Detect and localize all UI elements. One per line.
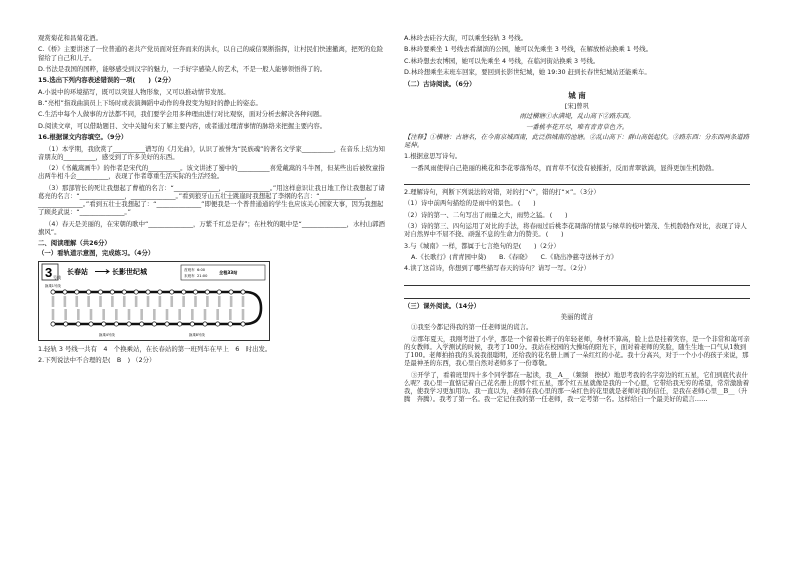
- station-name-mark: [140, 309, 143, 320]
- question-16-item: （2）《书戴嵩画牛》的作者是宋代的__________。该文讲述了蜀中的__________喜爱戴嵩的斗牛图，但某些出后被牧童指出两牛相斗会__________，表现了作者尊重生活实际的生活经验。: [38, 164, 385, 181]
- station-name-mark: [99, 296, 102, 307]
- station-name-mark: [206, 296, 209, 307]
- left-column: [38, 34, 386, 368]
- passage-title: 美丽的谎言: [560, 312, 594, 321]
- station-name-mark: [102, 309, 105, 320]
- poem-question: 4.读了这首诗，你想到了哪些描写春天的诗句？请写一写。（2分）: [404, 264, 590, 273]
- station-name-mark: [191, 309, 194, 320]
- station-name-mark: [166, 309, 169, 320]
- question-15-option: B.“亮相”指戏曲演员上下场时或表演舞蹈中动作的身段变为短时的静止的姿态。: [38, 99, 262, 108]
- text-line: D.书法是我国的国粹，能够感受到汉字的魅力，一手好字感染人的艺术，不是一般人能够领悟得了的。: [38, 64, 327, 73]
- judge-item: [404, 211, 750, 219]
- station-name-mark: [242, 296, 245, 307]
- station-dot: [170, 290, 174, 294]
- line-number: 3: [45, 264, 53, 280]
- question-15-option: D.阅读文章，可以借助题目、文中关键句来了解主要内容，或者通过理清事情的脉络来把握主要内容。: [38, 121, 327, 130]
- station-dot: [51, 322, 55, 326]
- station-name-mark: [90, 309, 93, 320]
- poem-options: A.《长歌行》(青青园中葵) B.《春晓》 C.《晓出净慈寺送林子方》: [411, 253, 618, 262]
- station-name-mark: [216, 309, 219, 320]
- answer-paren[interactable]: ( ): [545, 230, 564, 239]
- first-train-label: 首班车: [184, 267, 195, 272]
- route-origin: 长春站: [67, 267, 88, 276]
- station-name-mark: [135, 296, 138, 307]
- station-name-mark: [159, 296, 162, 307]
- station-dot: [228, 322, 232, 326]
- station-dot: [165, 322, 169, 326]
- station-dot: [182, 290, 186, 294]
- station-dot: [217, 290, 221, 294]
- station-dot: [178, 322, 182, 326]
- station-dot: [75, 290, 79, 294]
- station-dot: [76, 322, 80, 326]
- text-line: 观赏菊花和昌菊花酒。: [38, 34, 102, 42]
- subsection-heading: （一）看轨道示意图，完成练习。（4分）: [38, 249, 155, 258]
- map-question-1: 1.轻轨 3 号线一共有 4 个换乘站，在长春站的第一班列车在早上 6 时出发。: [38, 344, 272, 353]
- route-arrow-icon: [95, 269, 109, 273]
- station-dot: [102, 322, 106, 326]
- station-name-mark: [204, 309, 207, 320]
- poem-question: 1.根据意思写诗句。: [404, 152, 462, 161]
- station-dot: [122, 290, 126, 294]
- first-train-time: 6:00: [197, 267, 206, 272]
- judge-item: [404, 199, 750, 207]
- transfer-label: 换乘4号线: [99, 332, 115, 337]
- station-name-mark: [52, 309, 55, 320]
- question-15-option: A.小说中的环境描写，既可以突显人物形象，又可以推动情节发展。: [38, 87, 230, 96]
- station-name-mark: [147, 296, 150, 307]
- question-16-item: （1）本学期，我欣赏了__________谱写的《月光曲》，认识了被誉为“民族魂”的著名文学家__________，在音乐上结为知音朋友的__________，感受到了许多美好的东西。: [38, 144, 385, 161]
- question-16-item: （3）那部管长的死让我想起了曹植的名言：“______________，______________。”用这样意识让我日地工作让我想起了诸葛亮的名言：“______________，______________。”看到狼牙山五壮士跳崖时我想起了李纲的名言：“______________，______________。”看到五壮士我想起了：“______________”即便我是一个普普通通的学生也应该关心国家大事，因为我想起了顾炎武说：“______________。”: [38, 183, 385, 217]
- metro-line-diagram: [39, 262, 269, 340]
- station-name-mark: [178, 309, 181, 320]
- station-dot: [205, 290, 209, 294]
- station-dot: [241, 322, 245, 326]
- answer-paren[interactable]: ( ): [549, 210, 568, 219]
- poem-author: [宋]曾巩: [564, 102, 590, 111]
- passage-paragraph: ③开学了，看着班里四十多个同学都在一起读，我__A__（频频 擦拭）地思考我的名字旁边的红五星，它们到底代表什么呢？我心里一直惦记着自己花名册上的那个红五星，那个红五星就像是我的一个心愿，它带给我无穷的希望，常常激励着我，使我学习更加用功。我一直以为，老师在我心里的那一朵红色的花里就是老师对我的信任，是我在老师心里__B__（升腾 奔腾）。我考了第一名。我一定记住我的第一任老师，我一定考第一名。这样给自一个最美好的谎言……: [404, 370, 750, 404]
- station-name-mark: [52, 296, 55, 307]
- total-stations: 全程33站: [219, 269, 238, 275]
- question-16-stem: 16.根据课文内容填空。（9分）: [38, 133, 128, 142]
- station-dot: [63, 290, 67, 294]
- station-name-mark: [194, 296, 197, 307]
- poem-line: 雨过横塘①水满堤，乱山高下②路东西。: [519, 112, 635, 121]
- station-dot: [241, 290, 245, 294]
- station-name-mark: [170, 296, 173, 307]
- option-line: D.林玲想乘坐末班车回家，要回到长影世纪城，她 19:30 赶到长春世纪城站还能乘车。: [404, 68, 651, 77]
- station-name-mark: [87, 296, 90, 307]
- station-dot: [140, 322, 144, 326]
- station-name-mark: [182, 296, 185, 307]
- judge-text: （2）诗的第一、二句写出了雨量之大，雨势之猛。: [404, 210, 549, 219]
- line-label: 号线: [53, 274, 61, 280]
- metro-line-map: [38, 261, 270, 341]
- extra-reading-heading: （三）课外阅读。（14分）: [404, 301, 480, 310]
- station-dot: [98, 290, 102, 294]
- station-dot: [87, 290, 91, 294]
- station-dot: [229, 290, 233, 294]
- option-line: B.林玲要乘坐 1 号线去看湖滨的公园，她可以先乘坐 3 号线，在解放桥站换乘 1 号线。: [404, 45, 653, 54]
- station-name-mark: [230, 296, 233, 307]
- station-name-mark: [115, 309, 118, 320]
- poem-question-text: 一番风雨使得自己艳丽的桃花和李花零落殆尽，而青草不仅没有被摧折，反而青翠欲滴，显得更加生机勃勃。: [411, 163, 718, 172]
- answer-paren[interactable]: ( ): [517, 199, 536, 208]
- answer-line[interactable]: [404, 175, 750, 185]
- text-line: C.《桥》主要讲述了一位普通的老共产党员面对狂奔而来的洪水，以自己的威信果断指挥，让村民们快速撤离，把死的危险留给了自己和儿子。: [38, 45, 384, 62]
- station-name-mark: [242, 309, 245, 320]
- station-dot: [134, 290, 138, 294]
- station-dot: [203, 322, 207, 326]
- poem-title: 城 南: [568, 90, 586, 100]
- passage-paragraph: ②那年夏天，我刚考进了小学，那是一个留着长辫子的年轻老师，身材不算高，脸上总是挂着笑容，是一个非常和蔼可亲的女教师。入学测试的时候，我考了100分。我站在校园的大操场的阳光下，面对着老师的笑脸，随生生地一口气从1数到了100。老师拍拍我的头说我很聪明，还给我的花名册上画了一朵红红的小花。我十分高兴，对于一个小小的孩子来说，那是最神圣的东西，我心里自然对老师多了一份尊敬。: [404, 334, 750, 368]
- station-dot: [152, 322, 156, 326]
- judge-text: （3）诗的第三、四句运用了对比的手法，将春雨过后桃李花凋落的情景与绿草的枝叶繁茂、生机勃勃作对比，表现了诗人对自然界中不屈不挠、顽强不息的生命力的赞美。: [404, 222, 747, 239]
- judge-text: （1）诗中前两句描绘的是雨中的景色。: [404, 199, 517, 208]
- station-dot: [89, 322, 93, 326]
- question-15-option: C.生活中每个人做事的方法都不同，我们要学会用多种理由进行对比观察，面对分析去解决各种问题。: [38, 110, 326, 119]
- answer-line[interactable]: [404, 276, 750, 286]
- station-name-mark: [64, 309, 67, 320]
- route-destination: 长影世纪城: [112, 267, 147, 276]
- transfer-label: 换乘8号线: [189, 332, 205, 337]
- poem-line: 一番桃李花开尽，唯有青青草色齐。: [525, 122, 629, 131]
- question-15-stem: 15.选出下列内容表述错误的一项( )（2分）: [38, 76, 175, 85]
- station-name-mark: [229, 309, 232, 320]
- station-name-mark: [153, 309, 156, 320]
- option-line: A.林玲去硅谷大街，可以乘坐轻轨 3 号线。: [404, 34, 528, 42]
- station-dot: [190, 322, 194, 326]
- station-dot: [51, 290, 55, 294]
- station-name-mark: [75, 296, 78, 307]
- transfer-label: 换乘1号线: [45, 283, 61, 288]
- poem-question: 3.与《城南》一样，都属于七言绝句的是( )（2分）: [404, 241, 560, 250]
- station-dot: [114, 322, 118, 326]
- station-dot: [110, 290, 114, 294]
- answer-line[interactable]: [404, 289, 750, 299]
- judge-item: [404, 222, 750, 238]
- last-train-time: 21:00: [197, 273, 208, 278]
- station-dot: [216, 322, 220, 326]
- poem-section-heading: （二）古诗阅读。（6分）: [404, 79, 476, 88]
- station-name-mark: [218, 296, 221, 307]
- station-dot: [193, 290, 197, 294]
- poem-annotation: 【注释】①横塘：古塘名，在今南京城西南，此泛指城南的池塘。②乱山高下：群山高低起伏。③路东西：分东西两条道路延伸。: [404, 132, 750, 150]
- poem-question: 2.理解诗句，判断下列说法的对错，对的打“√”，错的打“×”。（3分）: [404, 187, 600, 196]
- passage-paragraph: ①我至今都记得我的第一任老师说的谎言。: [411, 323, 533, 332]
- station-dot: [64, 322, 68, 326]
- station-name-mark: [111, 296, 114, 307]
- last-train-label: 末班车: [184, 273, 195, 278]
- station-name-mark: [128, 309, 131, 320]
- station-dot: [158, 290, 162, 294]
- map-question-2: 2.下列说法中不合理的是( B ) （2分）: [38, 356, 156, 365]
- option-line: C.林玲想去农博园，她可以先乘坐 4 号线，在临河街站换乘 3 号线。: [404, 56, 600, 65]
- station-name-mark: [64, 296, 67, 307]
- right-column: [404, 34, 750, 407]
- section-heading: 二、阅读理解（共26分）: [38, 239, 111, 248]
- station-name-mark: [77, 309, 80, 320]
- question-16-item: （4）春天是美丽的，在宋朝的歌中“______________，万紫千红总是春”；在杜牧的眼中是“______________，水村山郭酒旗风”。: [38, 219, 385, 236]
- station-dot: [127, 322, 131, 326]
- station-dot: [146, 290, 150, 294]
- station-name-mark: [123, 296, 126, 307]
